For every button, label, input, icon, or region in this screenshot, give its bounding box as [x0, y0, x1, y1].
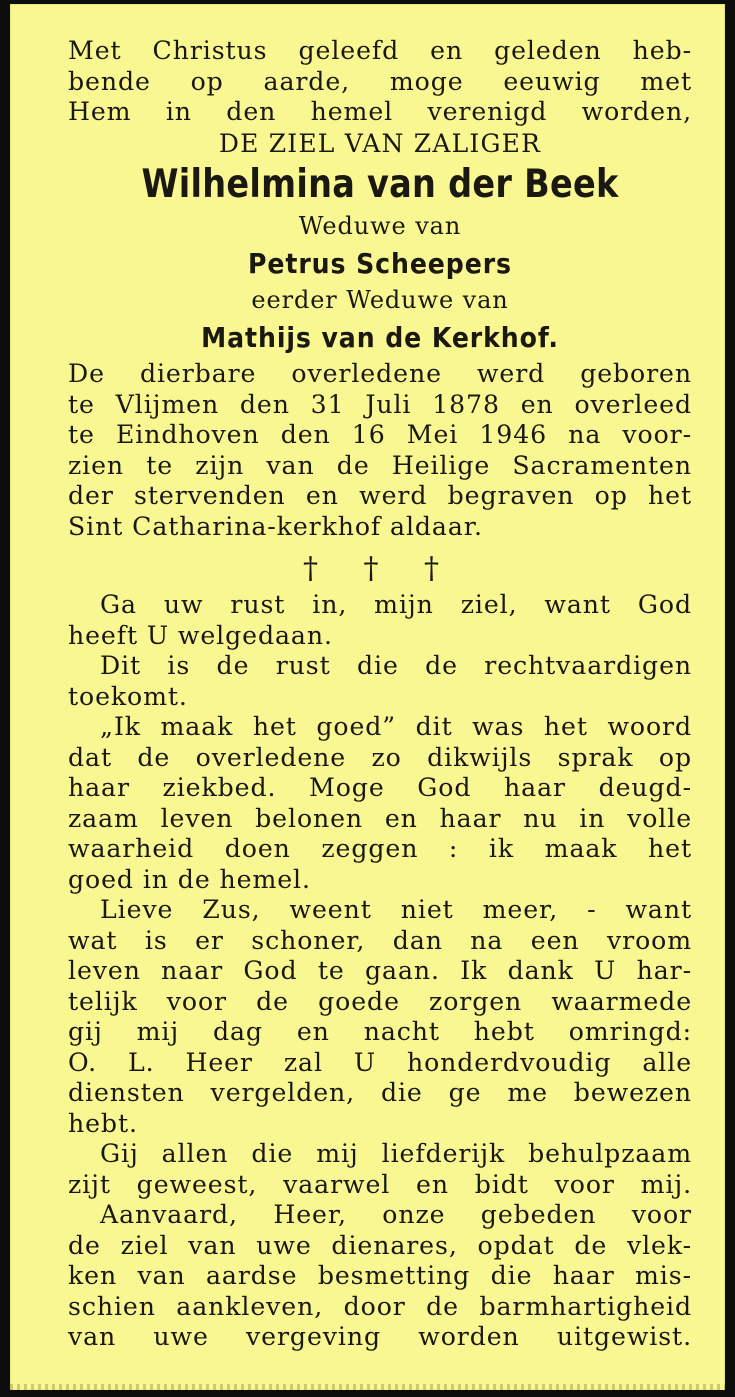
- text-line: Met Christus geleefd en geleden heb-: [68, 36, 692, 65]
- text-line: diensten vergelden, die ge me bewezen: [68, 1078, 692, 1107]
- text-line: ken van aardse besmetting die haar mis-: [68, 1261, 692, 1290]
- earlier-widow-label: eerder Weduwe van: [251, 286, 509, 314]
- text-line: schien aankleven, door de barmhartigheid: [68, 1291, 692, 1321]
- text-line: toekomt.: [68, 681, 188, 711]
- text-line: leven naar God te gaan. Ik dank U har-: [68, 956, 692, 985]
- biography: [68, 359, 692, 542]
- widow-label: Weduwe van: [298, 212, 462, 240]
- text-line: te Vlijmen den 31 Juli 1878 en overleed: [68, 389, 692, 419]
- soul-heading: DE ZIEL VAN ZALIGER: [218, 128, 542, 158]
- paragraph-righteous: [68, 651, 692, 712]
- text-line: van uwe vergeving worden uitgewist.: [68, 1322, 692, 1351]
- text-line: Aanvaard, Heer, onze gebeden voor: [100, 1200, 692, 1229]
- text-line: De dierbare overledene werd geboren: [68, 359, 692, 388]
- text-line: zaam leven belonen en haar nu in volle: [68, 803, 692, 833]
- paragraph-farewell: [68, 895, 692, 1139]
- text-line: Dit is de rust die de rechtvaardigen: [100, 651, 692, 680]
- first-husband-name: Mathijs van de Kerkhof.: [201, 321, 559, 354]
- text-line: hebt.: [68, 1108, 138, 1138]
- text-line: O. L. Heer zal U honderdvoudig alle: [68, 1047, 692, 1077]
- paragraph-rest: [68, 590, 692, 651]
- text-line: Gij allen die mij liefderijk behulpzaam: [100, 1139, 692, 1168]
- text-line: te Eindhoven den 16 Mei 1946 na voor-: [68, 420, 692, 449]
- text-line: de ziel van uwe dienares, opdat de vlek-: [68, 1230, 692, 1260]
- text-line: waarheid doen zeggen : ik maak het: [68, 834, 692, 863]
- paragraph-quote: [68, 712, 692, 895]
- memorial-card: [10, 4, 725, 1390]
- text-line: Hem in den hemel verenigd worden,: [68, 97, 692, 126]
- card-text: [68, 36, 692, 1353]
- text-line: telijk voor de goede zorgen waarmede: [68, 986, 692, 1016]
- text-line: goed in de hemel.: [68, 864, 311, 894]
- text-line: „Ik maak het goed” dit was het woord: [100, 712, 692, 741]
- husband-name: Petrus Scheepers: [248, 247, 512, 280]
- text-line: Lieve Zus, weent niet meer, - want: [100, 895, 692, 924]
- scan-edge: [10, 1384, 725, 1390]
- text-line: zien te zijn van de Heilige Sacramenten: [68, 450, 692, 480]
- text-line: wat is er schoner, dan na een vroom: [68, 925, 692, 955]
- deceased-name: Wilhelmina van der Beek: [141, 162, 619, 207]
- text-line: haar ziekbed. Moge God haar deugd-: [68, 773, 692, 802]
- text-line: Ga uw rust in, mijn ziel, want God: [100, 590, 692, 619]
- crosses-ornament: † † †: [302, 551, 458, 586]
- intro-verse: [68, 36, 692, 128]
- text-line: Sint Catharina-kerkhof aldaar.: [68, 511, 483, 541]
- text-line: heeft U welgedaan.: [68, 620, 333, 650]
- text-line: bende op aarde, moge eeuwig met: [68, 66, 692, 96]
- text-line: der stervenden en werd begraven op het: [68, 481, 692, 510]
- paragraph-thanks: [68, 1139, 692, 1200]
- paragraph-prayer: [68, 1200, 692, 1353]
- text-line: gij mij dag en nacht hebt omringd:: [68, 1017, 692, 1046]
- text-line: dat de overledene zo dikwijls sprak op: [68, 742, 692, 772]
- text-line: zijt geweest, vaarwel en bidt voor mij.: [68, 1169, 692, 1199]
